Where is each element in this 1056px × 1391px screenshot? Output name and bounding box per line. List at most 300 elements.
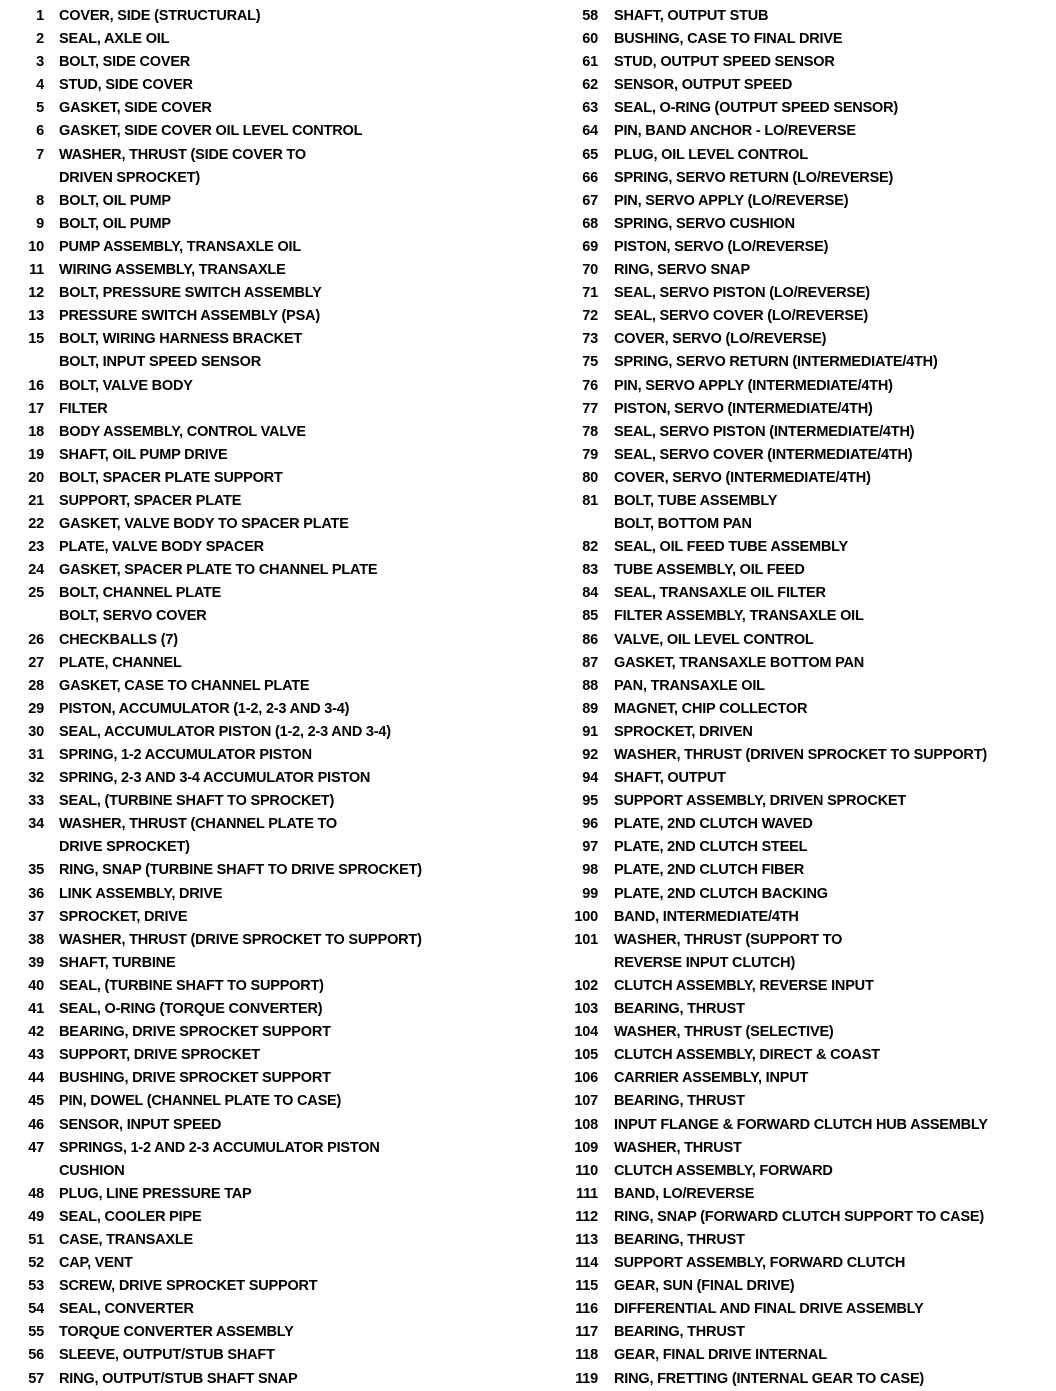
item-description-line: DRIVE SPROCKET) — [59, 839, 190, 856]
item-number: 87 — [582, 654, 598, 671]
item-description — [44, 190, 171, 213]
item-description-line: BOLT, WIRING HARNESS BRACKET — [59, 331, 303, 348]
item-number: 29 — [28, 700, 44, 717]
item-number: 61 — [582, 54, 598, 71]
item-description-line: GEAR, FINAL DRIVE INTERNAL — [614, 1347, 827, 1364]
item-description-line: FILTER ASSEMBLY, TRANSAXLE OIL — [614, 608, 864, 625]
list-item — [562, 975, 1056, 998]
item-description — [598, 1160, 833, 1183]
item-description — [598, 744, 987, 767]
item-description-line: PAN, TRANSAXLE OIL — [614, 677, 765, 694]
item-description — [44, 5, 260, 28]
item-description — [44, 444, 227, 467]
item-description — [598, 906, 799, 929]
list-item — [14, 120, 539, 143]
list-item — [14, 1044, 539, 1067]
item-description-line: WASHER, THRUST (SIDE COVER TO — [59, 146, 306, 163]
item-number: 108 — [574, 1116, 598, 1133]
item-description — [598, 5, 768, 28]
item-number: 119 — [575, 1370, 598, 1387]
item-description-line: SLEEVE, OUTPUT/STUB SHAFT — [59, 1347, 275, 1364]
item-description-line: BOLT, SIDE COVER — [59, 54, 191, 71]
item-description-line: SPROCKET, DRIVE — [59, 908, 188, 925]
item-number: 70 — [582, 262, 598, 279]
list-item — [562, 652, 1056, 675]
item-number: 73 — [582, 331, 598, 348]
item-description — [44, 467, 283, 490]
item-description — [44, 1368, 298, 1391]
item-number: 83 — [582, 562, 598, 579]
item-description — [598, 1344, 827, 1367]
list-item — [562, 28, 1056, 51]
item-number: 95 — [582, 793, 598, 810]
list-item — [562, 998, 1056, 1021]
item-description-line: BEARING, THRUST — [614, 1231, 745, 1248]
item-description-line: BEARING, THRUST — [614, 1324, 745, 1341]
item-description-line: GASKET, SIDE COVER OIL LEVEL CONTROL — [59, 123, 363, 140]
item-description-line: STUD, OUTPUT SPEED SENSOR — [614, 54, 835, 71]
item-description-line: WASHER, THRUST (SUPPORT TO — [614, 931, 843, 948]
item-description-line: CAP, VENT — [59, 1255, 133, 1272]
list-item — [562, 1252, 1056, 1275]
item-description-line: PRESSURE SWITCH ASSEMBLY (PSA) — [59, 308, 320, 325]
list-item — [14, 1368, 539, 1391]
item-description-line: COVER, SERVO (LO/REVERSE) — [614, 331, 827, 348]
item-number: 97 — [582, 839, 598, 856]
item-description — [598, 467, 871, 490]
list-item — [14, 582, 539, 628]
item-number: 102 — [574, 977, 598, 994]
item-number: 30 — [28, 723, 44, 740]
list-item — [14, 1090, 539, 1113]
item-description-line: RING, OUTPUT/STUB SHAFT SNAP — [59, 1370, 298, 1387]
item-number: 77 — [582, 400, 598, 417]
item-description — [44, 1044, 260, 1067]
item-description-line: LINK ASSEMBLY, DRIVE — [59, 885, 223, 902]
list-item — [562, 559, 1056, 582]
list-item — [562, 1183, 1056, 1206]
item-description-line: CLUTCH ASSEMBLY, REVERSE INPUT — [614, 977, 874, 994]
item-description-line: SENSOR, INPUT SPEED — [59, 1116, 222, 1133]
item-description — [44, 883, 222, 906]
list-item — [562, 5, 1056, 28]
item-description-line: RING, FRETTING (INTERNAL GEAR TO CASE) — [614, 1370, 925, 1387]
item-description-line: MAGNET, CHIP COLLECTOR — [614, 700, 808, 717]
item-description — [598, 721, 753, 744]
item-description-line: BOLT, SERVO COVER — [59, 608, 207, 625]
item-description — [44, 513, 349, 536]
item-description-line: PLATE, 2ND CLUTCH STEEL — [614, 839, 808, 856]
item-number: 105 — [574, 1047, 598, 1064]
item-number: 107 — [574, 1093, 598, 1110]
item-description — [44, 1252, 133, 1275]
item-description-line: SPRING, 2-3 AND 3-4 ACCUMULATOR PISTON — [59, 770, 371, 787]
item-description-line: BAND, LO/REVERSE — [614, 1185, 755, 1202]
item-description-line: SEAL, O-RING (TORQUE CONVERTER) — [59, 1001, 323, 1018]
item-number: 25 — [28, 585, 44, 602]
item-description-line: SUPPORT ASSEMBLY, FORWARD CLUTCH — [614, 1255, 906, 1272]
item-description-line: BEARING, THRUST — [614, 1093, 745, 1110]
item-description — [44, 1137, 380, 1183]
item-description — [44, 490, 241, 513]
item-number: 96 — [582, 816, 598, 833]
item-description-line: BOLT, OIL PUMP — [59, 192, 171, 209]
list-item — [14, 190, 539, 213]
item-number: 112 — [575, 1208, 598, 1225]
item-number: 51 — [28, 1231, 44, 1248]
item-description-line: SUPPORT, SPACER PLATE — [59, 492, 242, 509]
list-item — [14, 559, 539, 582]
item-number: 86 — [582, 631, 598, 648]
item-number: 109 — [574, 1139, 598, 1156]
list-item — [14, 952, 539, 975]
item-description-line: CHECKBALLS (7) — [59, 631, 178, 648]
item-description-line: DRIVEN SPROCKET) — [59, 169, 201, 186]
list-item — [562, 1344, 1056, 1367]
item-description — [598, 559, 805, 582]
list-item — [14, 1344, 539, 1367]
item-description-line: BOLT, SPACER PLATE SUPPORT — [59, 469, 283, 486]
item-description — [44, 790, 334, 813]
item-description-line: PIN, SERVO APPLY (INTERMEDIATE/4TH) — [614, 377, 893, 394]
list-item — [562, 167, 1056, 190]
list-item — [14, 74, 539, 97]
list-item — [14, 790, 539, 813]
item-description-line: SUPPORT ASSEMBLY, DRIVEN SPROCKET — [614, 793, 907, 810]
list-item — [14, 490, 539, 513]
item-number: 38 — [28, 931, 44, 948]
list-item — [14, 906, 539, 929]
list-item — [562, 490, 1056, 536]
item-description — [598, 1321, 745, 1344]
item-description — [44, 236, 301, 259]
item-description — [598, 813, 813, 836]
list-item — [562, 605, 1056, 628]
item-description — [598, 144, 808, 167]
item-description-line: SPRING, SERVO CUSHION — [614, 215, 795, 232]
item-number: 89 — [582, 700, 598, 717]
item-number: 68 — [582, 215, 598, 232]
item-description-line: PISTON, SERVO (INTERMEDIATE/4TH) — [614, 400, 873, 417]
item-description-line: GASKET, CASE TO CHANNEL PLATE — [59, 677, 310, 694]
item-number: 116 — [575, 1301, 598, 1318]
item-number: 101 — [574, 931, 598, 948]
list-item — [562, 790, 1056, 813]
item-description — [598, 120, 856, 143]
item-description-line: FILTER — [59, 400, 108, 417]
list-item — [14, 1183, 539, 1206]
item-description-line: WIRING ASSEMBLY, TRANSAXLE — [59, 262, 286, 279]
item-number: 3 — [36, 54, 44, 71]
item-description-line: RING, SERVO SNAP — [614, 262, 750, 279]
item-description — [44, 144, 306, 190]
list-item — [562, 259, 1056, 282]
list-item — [562, 536, 1056, 559]
item-description — [598, 629, 814, 652]
item-description-line: SENSOR, OUTPUT SPEED — [614, 77, 793, 94]
list-item — [562, 51, 1056, 74]
item-number: 56 — [28, 1347, 44, 1364]
item-number: 37 — [28, 908, 44, 925]
list-item — [562, 582, 1056, 605]
list-item — [562, 213, 1056, 236]
item-number: 17 — [28, 400, 44, 417]
list-item — [562, 721, 1056, 744]
item-number: 54 — [28, 1301, 44, 1318]
list-item — [562, 467, 1056, 490]
item-description-line: GASKET, VALVE BODY TO SPACER PLATE — [59, 516, 349, 533]
item-description — [44, 305, 320, 328]
list-item — [14, 444, 539, 467]
item-description-line: PLATE, VALVE BODY SPACER — [59, 539, 264, 556]
item-number: 42 — [28, 1024, 44, 1041]
list-item — [14, 1021, 539, 1044]
list-item — [14, 975, 539, 998]
item-description-line: PISTON, SERVO (LO/REVERSE) — [614, 238, 829, 255]
item-number: 118 — [575, 1347, 598, 1364]
item-description-line: GASKET, SIDE COVER — [59, 100, 212, 117]
list-item — [562, 1321, 1056, 1344]
item-description — [44, 1206, 201, 1229]
item-description — [598, 236, 828, 259]
item-description-line: BEARING, THRUST — [614, 1001, 745, 1018]
list-item — [562, 444, 1056, 467]
item-description — [598, 1137, 742, 1160]
item-description-line: BAND, INTERMEDIATE/4TH — [614, 908, 799, 925]
list-item — [562, 120, 1056, 143]
item-description — [44, 952, 175, 975]
list-item — [14, 883, 539, 906]
item-number: 32 — [28, 770, 44, 787]
item-number: 20 — [28, 469, 44, 486]
item-description — [44, 28, 169, 51]
item-number: 58 — [582, 8, 598, 24]
list-item — [562, 698, 1056, 721]
list-item — [562, 813, 1056, 836]
item-number: 34 — [28, 816, 44, 833]
item-number: 5 — [36, 100, 44, 117]
item-description — [44, 51, 190, 74]
item-number: 69 — [582, 238, 598, 255]
item-description-line: GASKET, TRANSAXLE BOTTOM PAN — [614, 654, 865, 671]
list-item — [14, 467, 539, 490]
list-item — [562, 1298, 1056, 1321]
item-description — [44, 975, 324, 998]
list-item — [14, 929, 539, 952]
item-number: 53 — [28, 1278, 44, 1295]
item-description-line: PLUG, LINE PRESSURE TAP — [59, 1185, 252, 1202]
list-item — [562, 144, 1056, 167]
item-description-line: BOLT, CHANNEL PLATE — [59, 585, 222, 602]
item-number: 26 — [28, 631, 44, 648]
item-description-line: WASHER, THRUST (CHANNEL PLATE TO — [59, 816, 337, 833]
item-number: 24 — [28, 562, 44, 579]
item-description — [44, 1090, 341, 1113]
item-number: 100 — [574, 908, 598, 925]
item-number: 65 — [582, 146, 598, 163]
item-description-line: SEAL, O-RING (OUTPUT SPEED SENSOR) — [614, 100, 899, 117]
item-description — [598, 883, 828, 906]
item-number: 7 — [36, 146, 44, 163]
item-description — [44, 929, 422, 952]
list-item — [14, 213, 539, 236]
item-description — [598, 1021, 834, 1044]
item-description-line: GASKET, SPACER PLATE TO CHANNEL PLATE — [59, 562, 378, 579]
item-number: 33 — [28, 793, 44, 810]
item-number: 15 — [28, 331, 44, 348]
list-item — [14, 652, 539, 675]
item-description-line: PLATE, 2ND CLUTCH BACKING — [614, 885, 828, 902]
item-description-line: BODY ASSEMBLY, CONTROL VALVE — [59, 423, 306, 440]
item-description-line: BOLT, TUBE ASSEMBLY — [614, 492, 778, 509]
item-number: 52 — [28, 1255, 44, 1272]
list-item — [14, 236, 539, 259]
item-description — [44, 259, 286, 282]
item-description-line: BUSHING, DRIVE SPROCKET SUPPORT — [59, 1070, 331, 1087]
list-item — [14, 375, 539, 398]
item-description-line: PIN, DOWEL (CHANNEL PLATE TO CASE) — [59, 1093, 342, 1110]
item-description — [44, 1067, 331, 1090]
item-description — [44, 744, 312, 767]
item-description — [44, 1021, 331, 1044]
item-number: 66 — [582, 169, 598, 186]
list-item — [14, 5, 539, 28]
item-number: 62 — [582, 77, 598, 94]
item-number: 2 — [36, 31, 44, 48]
item-description — [598, 1298, 923, 1321]
item-description-line: CLUTCH ASSEMBLY, FORWARD — [614, 1162, 833, 1179]
item-number: 27 — [28, 654, 44, 671]
item-description — [44, 906, 187, 929]
item-description-line: SEAL, SERVO COVER (LO/REVERSE) — [614, 308, 868, 325]
item-number: 19 — [28, 446, 44, 463]
item-description-line: SHAFT, OUTPUT — [614, 770, 726, 787]
item-description-line: DIFFERENTIAL AND FINAL DRIVE ASSEMBLY — [614, 1301, 924, 1318]
item-description — [44, 1183, 252, 1206]
list-item — [14, 675, 539, 698]
list-item — [14, 398, 539, 421]
list-item — [14, 1137, 539, 1183]
list-item — [562, 97, 1056, 120]
item-number: 47 — [28, 1139, 44, 1156]
list-item — [562, 1229, 1056, 1252]
list-item — [562, 1067, 1056, 1090]
item-description-line: WASHER, THRUST — [614, 1139, 742, 1156]
item-number: 91 — [582, 723, 598, 740]
list-item — [14, 421, 539, 444]
item-number: 35 — [28, 862, 44, 879]
item-description-line: WASHER, THRUST (DRIVE SPROCKET TO SUPPORT) — [59, 931, 422, 948]
item-number: 4 — [36, 77, 44, 94]
item-number: 75 — [582, 354, 598, 371]
list-item — [14, 305, 539, 328]
item-description-line: VALVE, OIL LEVEL CONTROL — [614, 631, 814, 648]
item-description-line: BOLT, INPUT SPEED SENSOR — [59, 354, 261, 371]
item-number: 43 — [28, 1047, 44, 1064]
list-item — [562, 883, 1056, 906]
item-description-line: PLATE, CHANNEL — [59, 654, 182, 671]
item-description-line: RING, SNAP (TURBINE SHAFT TO DRIVE SPROCKET) — [59, 862, 422, 879]
list-item — [14, 1275, 539, 1298]
item-number: 110 — [575, 1162, 598, 1179]
item-description-line: STUD, SIDE COVER — [59, 77, 193, 94]
item-description-line: PISTON, ACCUMULATOR (1-2, 2-3 AND 3-4) — [59, 700, 350, 717]
item-number: 21 — [28, 492, 44, 509]
item-description — [598, 975, 874, 998]
list-item — [14, 1321, 539, 1344]
item-description-line: SPROCKET, DRIVEN — [614, 723, 753, 740]
list-item — [562, 1021, 1056, 1044]
list-item — [562, 767, 1056, 790]
item-number: 103 — [574, 1001, 598, 1018]
item-number: 99 — [582, 885, 598, 902]
item-description — [44, 375, 193, 398]
item-description — [598, 767, 726, 790]
item-description — [598, 490, 777, 536]
list-item — [562, 675, 1056, 698]
list-item — [562, 1275, 1056, 1298]
item-description-line: SEAL, ACCUMULATOR PISTON (1-2, 2-3 AND 3-4) — [59, 723, 391, 740]
item-description — [598, 929, 842, 975]
list-item — [14, 536, 539, 559]
item-description-line: CLUTCH ASSEMBLY, DIRECT & COAST — [614, 1047, 880, 1064]
item-number: 6 — [36, 123, 44, 140]
item-description-line: GEAR, SUN (FINAL DRIVE) — [614, 1278, 795, 1295]
item-description — [598, 421, 914, 444]
item-description-line: BOLT, PRESSURE SWITCH ASSEMBLY — [59, 285, 322, 302]
item-description — [44, 328, 302, 374]
item-description-line: PIN, BAND ANCHOR - LO/REVERSE — [614, 123, 856, 140]
item-number: 45 — [28, 1093, 44, 1110]
item-description-line: SUPPORT, DRIVE SPROCKET — [59, 1047, 260, 1064]
item-number: 57 — [28, 1370, 44, 1387]
item-description — [598, 444, 912, 467]
item-description — [44, 629, 178, 652]
item-description-line: SPRING, SERVO RETURN (LO/REVERSE) — [614, 169, 894, 186]
item-description-line: SPRING, 1-2 ACCUMULATOR PISTON — [59, 747, 312, 763]
item-description-line: BOLT, BOTTOM PAN — [614, 516, 752, 533]
item-description — [598, 698, 807, 721]
parts-list-right-column — [562, 5, 1056, 1391]
item-number: 64 — [582, 123, 598, 140]
list-item — [562, 190, 1056, 213]
list-item — [562, 328, 1056, 351]
item-description — [598, 97, 898, 120]
item-description — [44, 1229, 193, 1252]
item-description-line: BEARING, DRIVE SPROCKET SUPPORT — [59, 1024, 331, 1041]
item-number: 104 — [574, 1024, 598, 1041]
list-item — [562, 836, 1056, 859]
list-item — [14, 1206, 539, 1229]
list-item — [562, 1114, 1056, 1137]
item-number: 22 — [28, 516, 44, 533]
item-description-line: INPUT FLANGE & FORWARD CLUTCH HUB ASSEMBLY — [614, 1116, 988, 1133]
item-description-line: SEAL, (TURBINE SHAFT TO SPROCKET) — [59, 793, 335, 810]
item-description — [598, 1368, 924, 1391]
list-item — [562, 859, 1056, 882]
list-item — [562, 744, 1056, 767]
item-description — [44, 559, 377, 582]
item-number: 98 — [582, 862, 598, 879]
item-description — [44, 1344, 275, 1367]
item-number: 76 — [582, 377, 598, 394]
list-item — [562, 305, 1056, 328]
item-number: 13 — [28, 308, 44, 325]
list-item — [562, 906, 1056, 929]
item-description-line: BOLT, VALVE BODY — [59, 377, 193, 394]
item-number: 67 — [582, 192, 598, 209]
item-description — [44, 1298, 194, 1321]
